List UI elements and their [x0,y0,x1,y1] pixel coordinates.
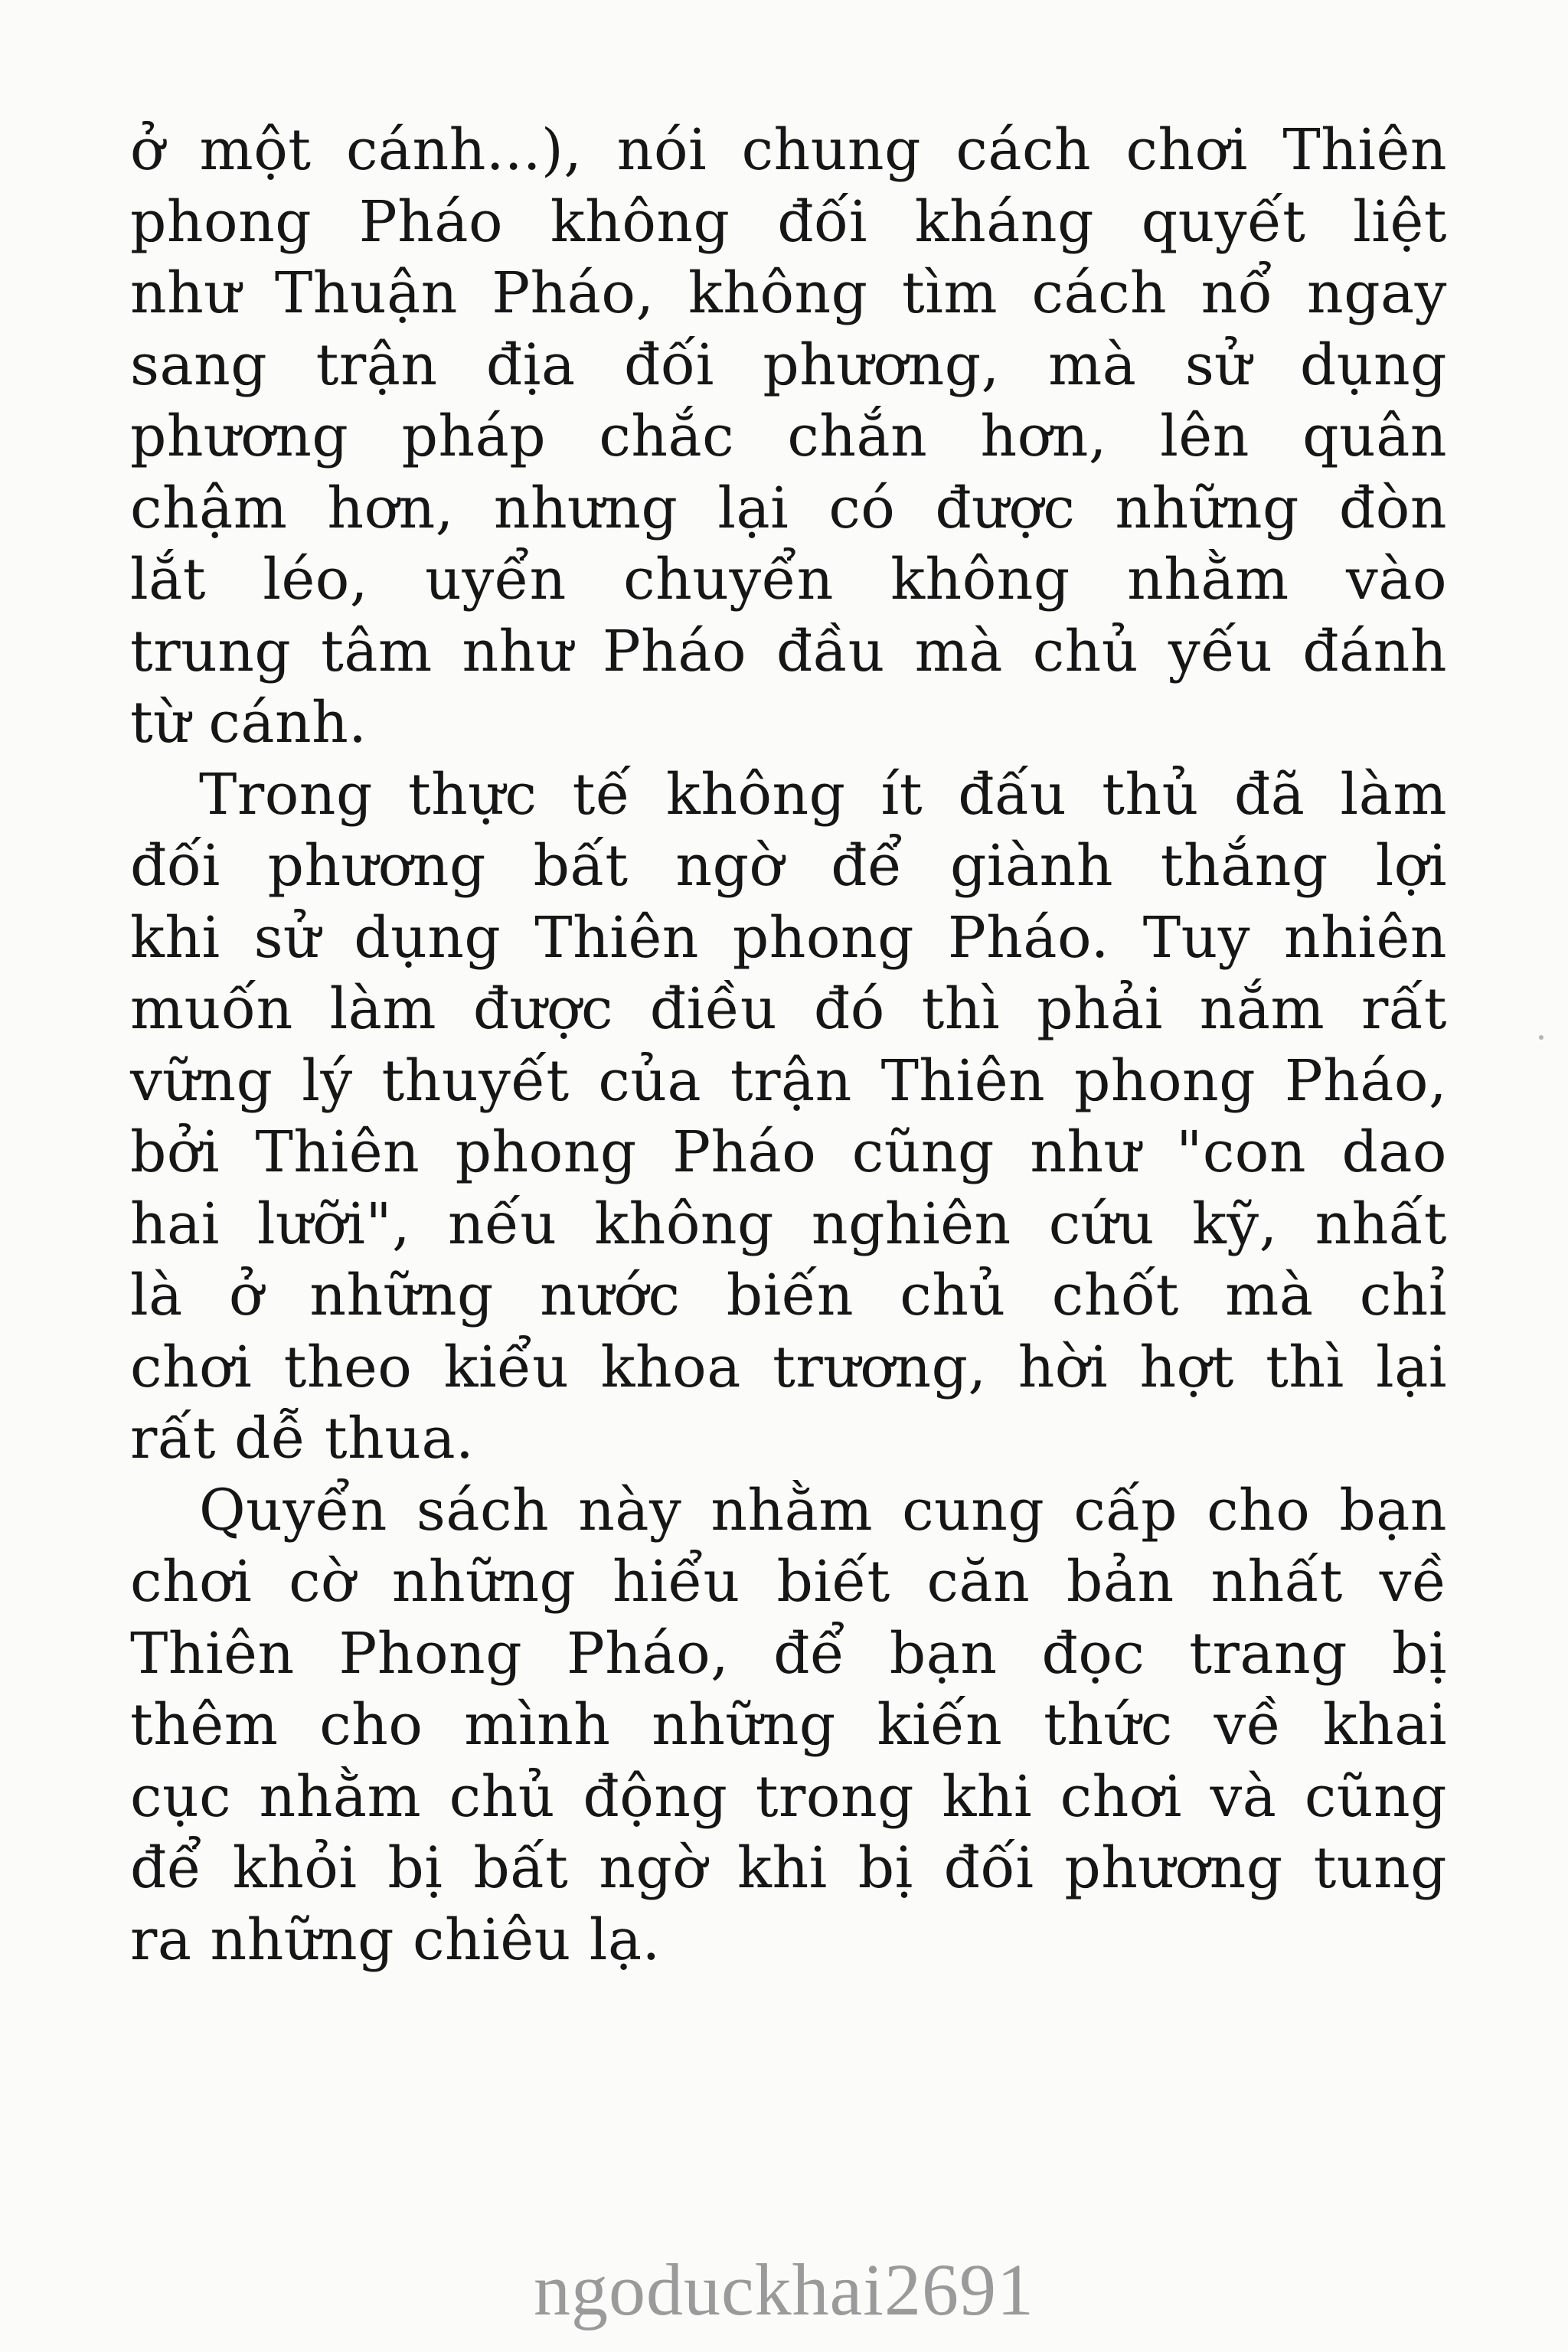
text-line: khi sử dụng Thiên phong Pháo. Tuy nhiên [130,904,1447,971]
text-line: ở một cánh...), nói chung cách chơi Thiên [130,117,1447,183]
text-line: rất dễ thua. [130,1406,475,1472]
text-line: từ cánh. [130,690,368,756]
text-line: chơi theo kiểu khoa trương, hời hợt thì lại [130,1334,1447,1400]
paragraph-2 [130,760,1447,1475]
text-line: là ở những nước biến chủ chốt mà chỉ [130,1263,1447,1328]
body-text [130,115,1447,1976]
text-line: chơi cờ những hiểu biết căn bản nhất về [130,1549,1447,1615]
text-line: phong Pháo không đối kháng quyết liệt [130,188,1447,255]
text-line: trung tâm như Pháo đầu mà chủ yếu đánh [130,618,1447,684]
scan-speck [1539,1035,1544,1040]
text-line: đối phương bất ngờ để giành thắng lợi [130,833,1447,899]
text-line: như Thuận Pháo, không tìm cách nổ ngay [130,260,1447,326]
text-line: chậm hơn, nhưng lại có được những đòn [130,475,1447,541]
text-line: vững lý thuyết của trận Thiên phong Pháo, [130,1047,1447,1114]
paragraph-3 [130,1475,1447,1977]
text-line: phương pháp chắc chắn hơn, lên quân [130,403,1447,469]
text-line: để khỏi bị bất ngờ khi bị đối phương tung [130,1835,1447,1901]
text-line: cục nhằm chủ động trong khi chơi và cũng [130,1763,1447,1830]
text-line: Quyển sách này nhằm cung cấp cho bạn [199,1477,1447,1544]
text-line: Thiên Phong Pháo, để bạn đọc trang bị [130,1620,1447,1687]
text-line: thêm cho mình những kiến thức về khai [130,1692,1447,1758]
text-line: sang trận địa đối phương, mà sử dụng [130,332,1447,398]
text-line: hai lưỡi", nếu không nghiên cứu kỹ, nhất [130,1191,1447,1257]
text-line: muốn làm được điều đó thì phải nắm rất [130,976,1447,1042]
paragraph-1 [130,115,1447,760]
text-line: ra những chiêu lạ. [130,1906,661,1973]
watermark: ngoduckhai2691 [534,2249,1034,2331]
text-line: lắt léo, uyển chuyển không nhằm vào [130,547,1447,612]
text-line: Trong thực tế không ít đấu thủ đã làm [199,761,1447,828]
text-line: bởi Thiên phong Pháo cũng như "con dao [130,1119,1447,1185]
